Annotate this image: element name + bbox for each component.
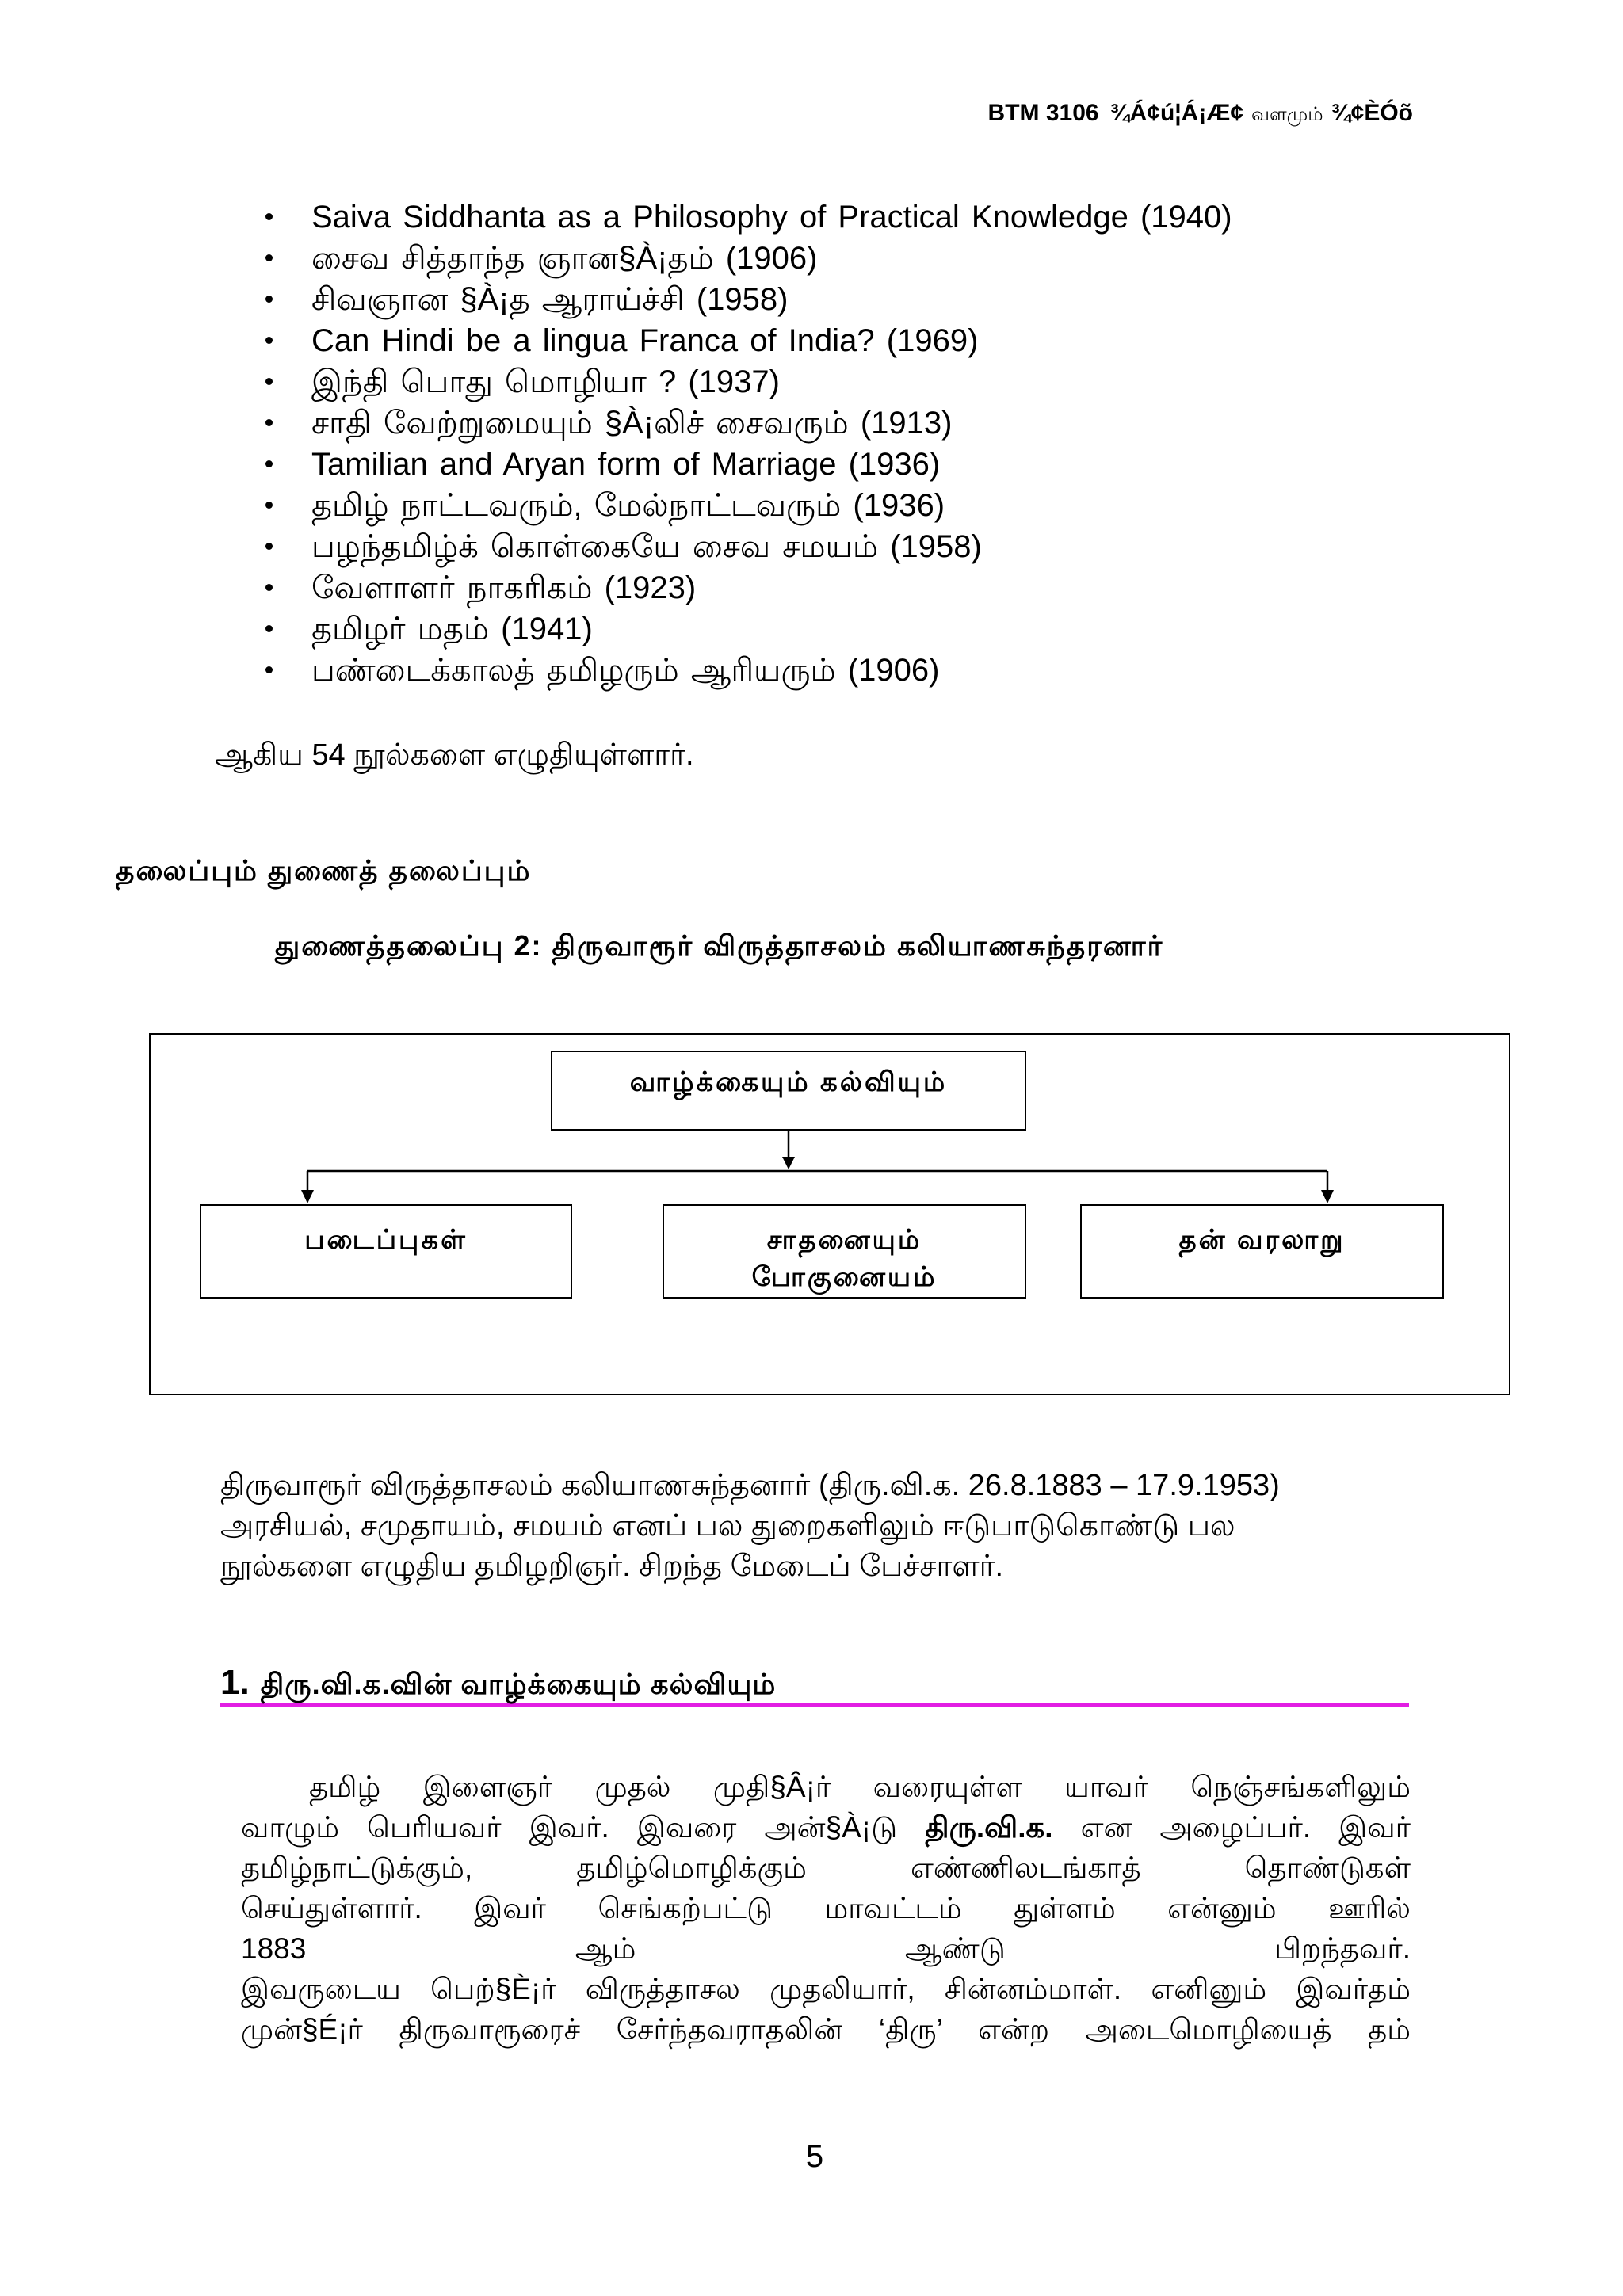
- book-list: [0, 196, 1623, 691]
- book-list-item: [0, 526, 1623, 567]
- bullet-icon: [265, 502, 273, 509]
- summary-line: ஆகிய 54 நூல்களை எழுதியுள்ளார்.: [215, 738, 694, 772]
- bullet-icon: [265, 378, 273, 385]
- header-title-tamil: வளமும்: [1251, 104, 1323, 125]
- section-1-heading: [220, 1663, 1409, 1707]
- body-paragraph: [241, 1767, 1411, 2050]
- book-list-item: [0, 238, 1623, 279]
- diagram-node-label: சாதனையும்: [766, 1225, 922, 1255]
- page-number: 5: [805, 2139, 824, 2174]
- paragraph-line: முன்§É¡ர் திருவாரூரைச் சேர்ந்தவராதலின் ‘திரு’ என்ற அடைமொழியைத் தம்: [241, 2013, 1411, 2046]
- bullet-icon: [265, 666, 273, 673]
- book-list-item: [0, 196, 1623, 238]
- line-text: வாழும் பெரியவர் இவர். இவரை அன்§À¡டு: [241, 1811, 926, 1844]
- diagram-node-autobiography: [1080, 1204, 1444, 1299]
- root-down-arrow-icon: [782, 1157, 795, 1169]
- bullet-icon: [265, 254, 273, 261]
- book-title: பண்டைக்காலத் தமிழரும் ஆரியரும் (1906): [311, 653, 940, 688]
- section-number: 1.: [220, 1663, 250, 1702]
- running-header: [0, 97, 1623, 129]
- book-title: வேளாளர் நாகரிகம் (1923): [311, 570, 697, 605]
- paragraph-line: நூல்களை எழுதிய தமிழறிஞர். சிறந்த மேடைப் பேச்சாளர்.: [220, 1550, 1004, 1583]
- book-list-item: [0, 279, 1623, 320]
- book-title: சிவஞான §À¡த ஆராய்ச்சி (1958): [311, 282, 789, 317]
- subheading: துணைத்தலைப்பு 2: திருவாரூர் விருத்தாசலம் கலியாணசுந்தரனார்: [275, 929, 1164, 962]
- bold-name: திரு.வி.க.: [925, 1811, 1053, 1844]
- header-title-part-2: ¾¢ÈÓõ: [1331, 100, 1413, 126]
- section-title: திரு.வி.க.வின் வாழ்க்கையும் கல்வியும்: [260, 1668, 777, 1700]
- paragraph-line: திருவாரூர் விருத்தாசலம் கலியாணசுந்தனார் (திரு.வி.க. 26.8.1883 – 17.9.1953): [220, 1469, 1280, 1502]
- bullet-icon: [265, 460, 273, 467]
- book-list-item: [0, 320, 1623, 361]
- bullet-icon: [265, 419, 273, 426]
- book-list-item: [0, 402, 1623, 444]
- book-list-item: [0, 608, 1623, 650]
- diagram-node-label: போகுனையம்: [751, 1262, 938, 1292]
- book-title: பழந்தமிழ்க் கொள்கையே சைவ சமயம் (1958): [311, 529, 982, 564]
- paragraph-line: 1883 ஆம் ஆண்டு பிறந்தவர்.: [241, 1932, 1411, 1965]
- diagram-node-label: படைப்புகள்: [304, 1225, 468, 1255]
- left-down-arrow-icon: [301, 1190, 314, 1203]
- paragraph-line: தமிழ்நாட்டுக்கும், தமிழ்மொழிக்கும் எண்ணிலடங்காத் தொண்டுகள்: [241, 1852, 1411, 1884]
- bullet-icon: [265, 213, 273, 220]
- paragraph-line: தமிழ் இளைஞர் முதல் முதி§Â¡ர் வரையுள்ள யாவர் நெஞ்சங்களிலும்: [309, 1771, 1411, 1803]
- right-down-arrow-icon: [1321, 1190, 1334, 1203]
- course-code: BTM 3106: [987, 100, 1099, 126]
- paragraph-line: செய்துள்ளார். இவர் செங்கற்பட்டு மாவட்டம் துள்ளம் என்னும் ஊரில்: [241, 1892, 1411, 1924]
- section-heading: தலைப்பும் துணைத் தலைப்பும்: [116, 854, 532, 887]
- intro-paragraph: [220, 1466, 1441, 1587]
- book-list-item: [0, 485, 1623, 526]
- concept-diagram: [149, 1033, 1510, 1395]
- book-title: தமிழ் நாட்டவரும், மேல்நாட்டவரும் (1936): [311, 488, 945, 523]
- book-title: Can Hindi be a lingua Franca of India? (1969): [311, 323, 979, 358]
- diagram-node-achievements: [663, 1204, 1026, 1299]
- header-title-part-1: ¾Á¢ú¦Á¡Æ¢: [1109, 100, 1244, 126]
- book-list-item: [0, 650, 1623, 691]
- book-title: Saiva Siddhanta as a Philosophy of Practical Knowledge (1940): [311, 200, 1232, 235]
- paragraph-line: இவருடைய பெற்§È¡ர் விருத்தாசல முதலியார், சின்னம்மாள். எனினும் இவர்தம்: [241, 1973, 1411, 2005]
- paragraph-line: அரசியல், சமுதாயம், சமயம் எனப் பல துறைகளிலும் ஈடுபாடுகொண்டு பல: [220, 1509, 1235, 1543]
- line-text: என அழைப்பர். இவர்: [1052, 1811, 1411, 1844]
- book-title: சைவ சித்தாந்த ஞான§À¡தம் (1906): [311, 241, 818, 276]
- bullet-icon: [265, 584, 273, 591]
- diagram-node-label: தன் வரலாறு: [1178, 1225, 1346, 1255]
- book-list-item: [0, 567, 1623, 608]
- bullet-icon: [265, 296, 273, 303]
- book-title: Tamilian and Aryan form of Marriage (1936): [311, 447, 941, 482]
- paragraph-line: [241, 1807, 1411, 1848]
- book-list-item: [0, 361, 1623, 402]
- bullet-icon: [265, 337, 273, 344]
- book-list-item: [0, 444, 1623, 485]
- diagram-node-root: [551, 1051, 1026, 1131]
- book-title: இந்தி பொது மொழியா ? (1937): [311, 364, 780, 399]
- book-title: சாதி வேற்றுமையும் §À¡லிச் சைவரும் (1913): [311, 406, 953, 441]
- diagram-node-label: வாழ்க்கையும் கல்வியும்: [629, 1067, 948, 1097]
- bullet-icon: [265, 543, 273, 550]
- diagram-node-creations: [200, 1204, 572, 1299]
- book-title: தமிழர் மதம் (1941): [311, 612, 593, 646]
- bullet-icon: [265, 625, 273, 632]
